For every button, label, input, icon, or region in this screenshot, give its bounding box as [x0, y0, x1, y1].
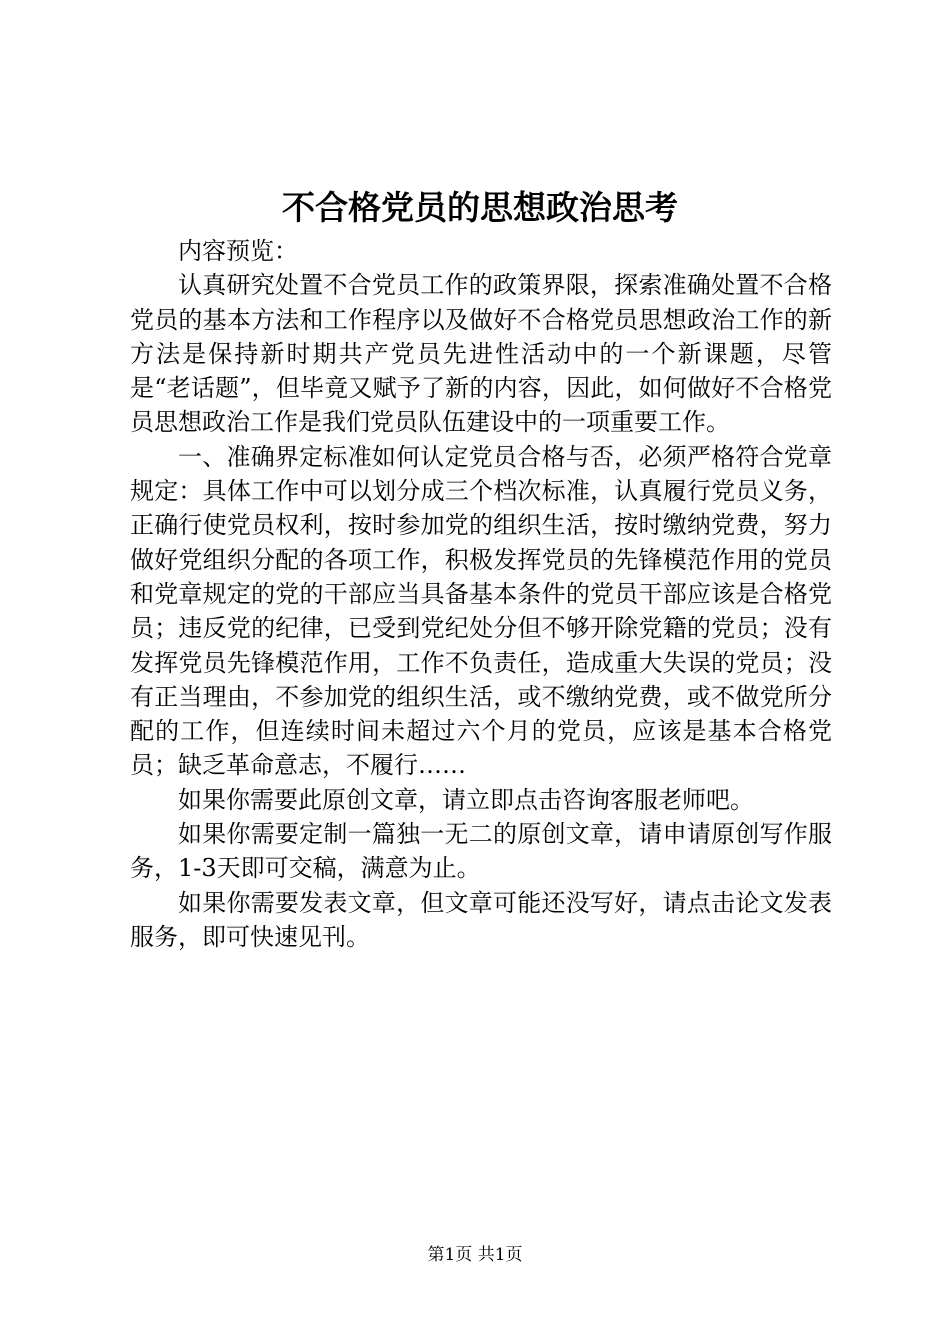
- page-footer: 第1页 共1页: [427, 1245, 523, 1265]
- document-title: 不合格党员的思想政治思考: [282, 188, 678, 227]
- document-body: [130, 234, 832, 954]
- consult-paragraph: 如果你需要此原创文章，请立即点击咨询客服老师吧。: [178, 785, 754, 814]
- section-one-paragraph: 一、准确界定标准如何认定党员合格与否，必须严格符合党章规定：具体工作中可以划分成三个档次标准，认真履行党员义务，正确行使党员权利，按时参加党的组织生活，按时缴纳党费，努力做好党组织分配的各项工作，积极发挥党员的先锋模范作用的党员和党章规定的党的干部应当具备基本条件的党员干部应该是合格党员；违反党的纪律，已受到党纪处分但不够开除党籍的党员；没有发挥党员先锋模范作用，工作不负责任，造成重大失误的党员；没有正当理由，不参加党的组织生活，或不缴纳党费，或不做党所分配的工作，但连续时间未超过六个月的党员，应该是基本合格党员；缺乏革命意志，不履行……: [130, 442, 832, 780]
- intro-paragraph: 认真研究处置不合党员工作的政策界限，探索准确处置不合格党员的基本方法和工作程序以及做好不合格党员思想政治工作的新方法是保持新时期共产党员先进性活动中的一个新课题，尽管是“老话题”，但毕竟又赋予了新的内容，因此，如何做好不合格党员思想政治工作是我们党员队伍建设中的一项重要工作。: [130, 271, 832, 437]
- custom-writing-paragraph: 如果你需要定制一篇独一无二的原创文章，请申请原创写作服务，1-3天即可交稿，满意为止。: [130, 820, 832, 883]
- publishing-paragraph: 如果你需要发表文章，但文章可能还没写好，请点击论文发表服务，即可快速见刊。: [130, 888, 832, 951]
- preview-label: 内容预览：: [178, 237, 298, 265]
